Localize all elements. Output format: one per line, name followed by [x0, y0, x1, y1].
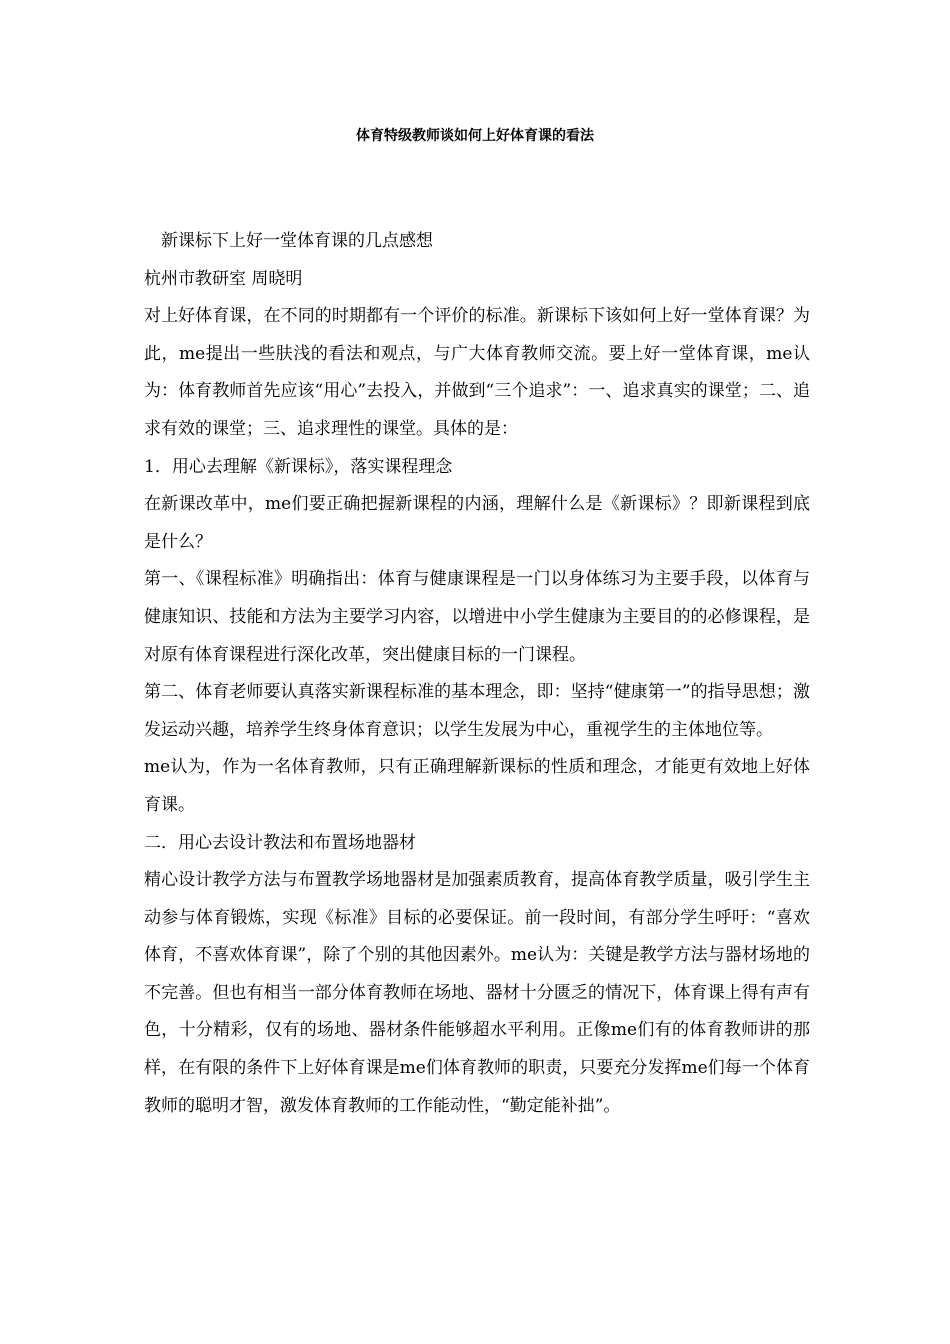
paragraph: 在新课改革中，me们要正确把握新课程的内涵，理解什么是《新课标》？即新课程到底是什么？: [144, 494, 810, 552]
paragraph: 精心设计教学方法与布置教学场地器材是加强素质教育，提高体育教学质量，吸引学生主动参与体育锻炼，实现《标准》目标的必要保证。前一段时间，有部分学生呼吁：“喜欢体育，不喜欢体育课”，除了个别的其他因素外。me认为：关键是教学方法与器材场地的不完善。但也有相当一部分体育教师在场地、器材十分匮乏的情况下，体育课上得有声有色，十分精彩，仅有的场地、器材条件能够超水平利用。正像me们有的体育教师讲的那样，在有限的条件下上好体育课是me们体育教师的职责，只要充分发挥me们每一个体育教师的聪明才智，激发体育教师的工作能动性，“勤定能补拙”。: [144, 870, 810, 1116]
author-line: 杭州市教研室 周晓明: [144, 268, 303, 289]
section-heading: 1．用心去理解《新课标》，落实课程理念: [144, 456, 453, 477]
paragraph: 第二、体育老师要认真落实新课程标准的基本理念，即：坚持“健康第一”的指导思想；激发运动兴趣，培养学生终身体育意识；以学生发展为中心，重视学生的主体地位等。: [144, 682, 810, 740]
section-heading: 新课标下上好一堂体育课的几点感想: [161, 231, 433, 251]
section-heading: 二．用心去设计教法和布置场地器材: [144, 832, 416, 853]
paragraph: 对上好体育课，在不同的时期都有一个评价的标准。新课标下该如何上好一堂体育课？为此，me提出一些肤浅的看法和观点，与广大体育教师交流。要上好一堂体育课，me认为：体育教师首先应该“用心”去投入，并做到“三个追求”：一、追求真实的课堂；二、追求有效的课堂；三、追求理性的课堂。具体的是：: [144, 306, 810, 439]
document-title: 体育特级教师谈如何上好体育课的看法: [356, 128, 594, 144]
document-body: [144, 223, 810, 1125]
paragraph: me认为，作为一名体育教师，只有正确理解新课标的性质和理念，才能更有效地上好体育课。: [144, 757, 810, 815]
paragraph: 第一、《课程标准》明确指出：体育与健康课程是一门以身体练习为主要手段，以体育与健康知识、技能和方法为主要学习内容，以增进中小学生健康为主要目的的必修课程，是对原有体育课程进行深化改革，突出健康目标的一门课程。: [144, 569, 810, 665]
